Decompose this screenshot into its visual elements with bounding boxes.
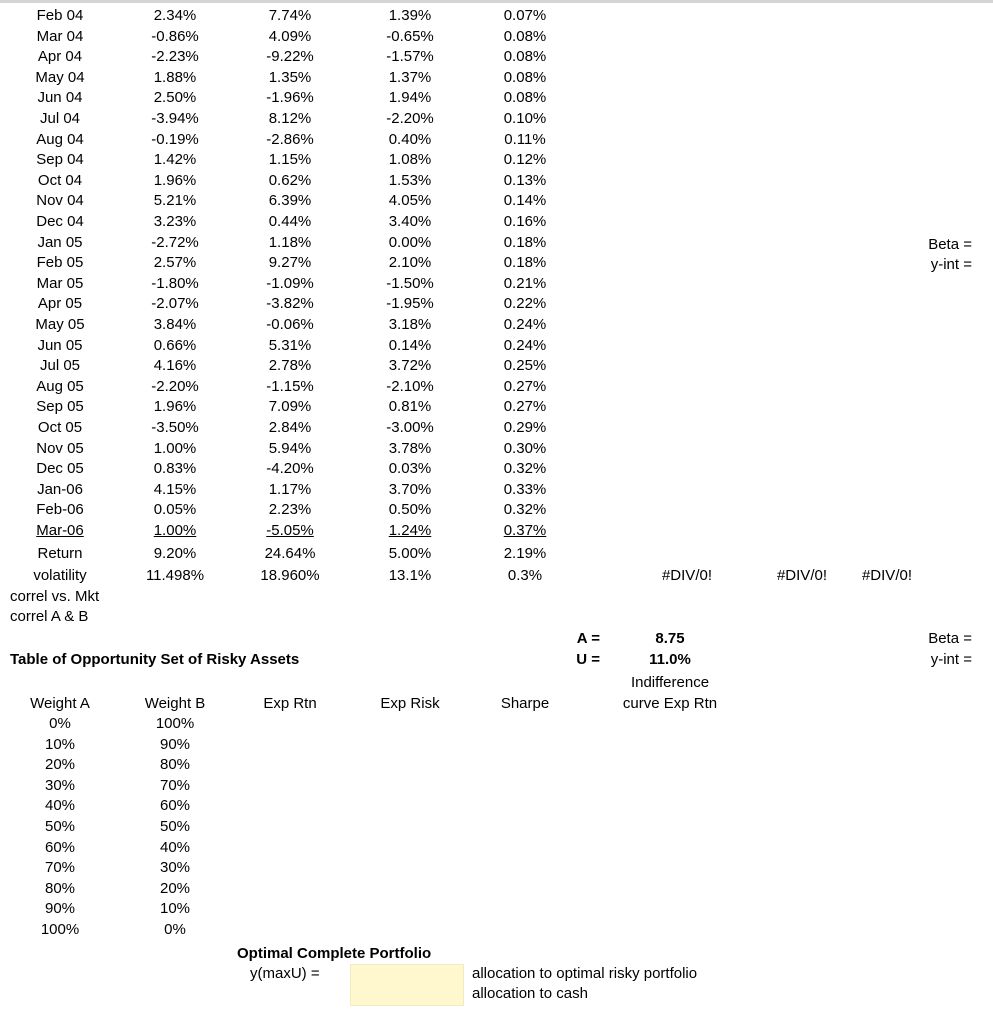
return-b-cell[interactable]: 6.39% [268, 192, 312, 210]
return-mkt-cell[interactable]: -3.00% [386, 419, 434, 436]
date-cell[interactable]: Apr 05 [37, 295, 83, 313]
return-a-cell[interactable]: -3.94% [151, 110, 199, 127]
table-row [0, 459, 993, 480]
date-cell[interactable]: Oct 05 [37, 419, 83, 436]
return-mkt-cell[interactable]: 3.72% [388, 357, 432, 375]
weights-row [0, 920, 993, 941]
date-cell[interactable]: Dec 04 [36, 213, 84, 230]
weight-a-cell[interactable]: 60% [44, 838, 76, 856]
header-exp-rtn: Exp Rtn [263, 695, 317, 712]
table-row [0, 253, 993, 274]
return-rf[interactable]: 2.19% [503, 545, 547, 562]
table-row [0, 315, 993, 336]
return-b-cell[interactable]: -1.15% [266, 377, 314, 395]
return-mkt-cell[interactable]: 3.40% [388, 213, 432, 230]
return-rf-cell[interactable]: 0.08% [503, 89, 547, 107]
return-a[interactable]: 9.20% [153, 545, 197, 562]
return-a-cell[interactable]: 1.96% [153, 171, 197, 189]
return-mkt-cell[interactable]: -1.57% [386, 48, 434, 66]
table-row [0, 109, 993, 130]
return-b-cell[interactable]: -1.96% [266, 89, 314, 107]
return-a-cell[interactable]: 0.83% [153, 460, 197, 478]
indifference-label-2: curve Exp Rtn [622, 695, 718, 712]
table-row [0, 27, 993, 48]
weight-a-cell[interactable]: 70% [44, 859, 76, 877]
return-mkt-cell[interactable]: 1.24% [388, 522, 432, 539]
weight-b-cell[interactable]: 80% [159, 756, 191, 774]
return-mkt-cell[interactable]: 1.37% [388, 68, 432, 86]
date-cell[interactable]: Jan 05 [37, 233, 83, 251]
y-maxu-label: y(maxU) = [250, 965, 320, 982]
table-row [0, 68, 993, 89]
return-rf-cell[interactable]: 0.33% [503, 480, 547, 498]
return-rf-cell[interactable]: 0.11% [504, 130, 546, 148]
return-b[interactable]: 24.64% [264, 545, 316, 562]
return-mkt-cell[interactable]: 3.70% [388, 480, 432, 498]
return-rf-cell[interactable]: 0.27% [503, 377, 547, 395]
return-a-cell[interactable]: 3.84% [153, 316, 197, 333]
date-cell[interactable]: Apr 04 [37, 48, 83, 66]
return-b-cell[interactable]: 1.18% [268, 233, 312, 251]
weight-a-cell[interactable]: 0% [49, 715, 71, 732]
beta-label-top: Beta = [928, 236, 972, 253]
table-row [0, 500, 993, 521]
return-a-cell[interactable]: -0.86% [151, 27, 199, 45]
alloc-cash-label: allocation to cash [472, 985, 588, 1002]
u-value[interactable]: 11.0% [649, 651, 691, 668]
a-value[interactable]: 8.75 [655, 630, 685, 647]
return-b-cell[interactable]: -3.82% [266, 295, 314, 313]
return-rf-cell[interactable]: 0.08% [503, 48, 547, 66]
return-mkt-cell[interactable]: 2.10% [388, 254, 432, 272]
date-cell[interactable]: Feb-06 [36, 501, 84, 519]
return-rf-cell[interactable]: 0.08% [503, 68, 547, 86]
return-rf-cell[interactable]: 0.07% [503, 7, 547, 24]
error-cell-1[interactable]: #DIV/0! [661, 567, 712, 584]
weights-row [0, 879, 993, 900]
weights-row [0, 796, 993, 817]
return-rf-cell[interactable]: 0.12% [503, 151, 547, 169]
weight-a-cell[interactable]: 10% [44, 735, 76, 753]
weight-a-cell[interactable]: 100% [40, 921, 80, 938]
weight-b-cell[interactable]: 10% [159, 900, 191, 918]
opportunity-set-title: Table of Opportunity Set of Risky Assets [10, 651, 300, 668]
return-a-cell[interactable]: 1.88% [153, 68, 197, 86]
error-cell-3[interactable]: #DIV/0! [861, 567, 912, 584]
return-a-cell[interactable]: 1.00% [153, 522, 197, 539]
header-weight-b: Weight B [144, 695, 206, 712]
weight-b-cell[interactable]: 20% [159, 879, 191, 897]
return-rf-cell[interactable]: 0.32% [503, 501, 547, 519]
date-cell[interactable]: Mar-06 [36, 522, 84, 539]
weight-b-cell[interactable]: 100% [155, 715, 195, 732]
return-b-cell[interactable]: 1.15% [268, 151, 312, 169]
date-cell[interactable]: Nov 04 [36, 192, 84, 210]
return-mkt-cell[interactable]: 4.05% [388, 192, 432, 210]
return-rf-cell[interactable]: 0.18% [503, 233, 547, 251]
return-rf-cell[interactable]: 0.24% [503, 336, 547, 354]
return-b-cell[interactable]: -4.20% [266, 460, 314, 478]
return-a-cell[interactable]: -2.72% [151, 233, 199, 251]
volatility-label: volatility [33, 567, 87, 584]
date-cell[interactable]: Aug 05 [36, 377, 84, 395]
top-border [0, 0, 993, 3]
return-rf-cell[interactable]: 0.32% [503, 460, 547, 478]
return-a-cell[interactable]: 0.05% [153, 501, 197, 519]
return-a-cell[interactable]: 0.66% [153, 336, 197, 354]
return-rf-cell[interactable]: 0.21% [503, 274, 547, 292]
date-cell[interactable]: Nov 05 [36, 439, 84, 457]
header-exp-risk: Exp Risk [380, 695, 440, 712]
return-a-cell[interactable]: 1.96% [153, 398, 197, 416]
alloc-risky-label: allocation to optimal risky portfolio [472, 965, 698, 982]
table-row [0, 233, 993, 254]
table-row [0, 480, 993, 501]
date-cell[interactable]: Oct 04 [37, 171, 83, 189]
weight-b-cell[interactable]: 90% [159, 735, 191, 753]
return-mkt-cell[interactable]: -1.95% [386, 295, 434, 313]
return-a-cell[interactable]: -3.50% [151, 419, 199, 436]
return-mkt-cell[interactable]: 1.08% [388, 151, 432, 169]
return-rf-cell[interactable]: 0.16% [503, 213, 547, 230]
return-mkt-cell[interactable]: 1.53% [388, 171, 432, 189]
return-b-cell[interactable]: -1.09% [266, 274, 314, 292]
return-mkt[interactable]: 5.00% [388, 545, 432, 562]
weight-a-cell[interactable]: 50% [44, 818, 76, 835]
return-rf-cell[interactable]: 0.27% [503, 398, 547, 416]
correl-mkt-label: correl vs. Mkt [10, 588, 100, 605]
return-mkt-cell[interactable]: 3.78% [388, 439, 432, 457]
weight-b-cell[interactable]: 30% [159, 859, 191, 877]
y-maxu-input[interactable] [350, 964, 464, 1006]
table-row [0, 397, 993, 418]
return-rf-cell[interactable]: 0.18% [503, 254, 547, 272]
weight-a-cell[interactable]: 20% [44, 756, 76, 774]
date-cell[interactable]: May 04 [35, 68, 85, 86]
return-a-cell[interactable]: 2.57% [153, 254, 197, 272]
volatility-a[interactable]: 11.498% [145, 567, 205, 584]
error-cell-2[interactable]: #DIV/0! [776, 567, 827, 584]
table-row [0, 171, 993, 192]
return-mkt-cell[interactable]: 0.14% [388, 336, 432, 354]
date-cell[interactable]: May 05 [35, 316, 85, 333]
return-b-cell[interactable]: 4.09% [268, 27, 312, 45]
return-mkt-cell[interactable]: 0.81% [388, 398, 432, 416]
return-a-cell[interactable]: -2.20% [151, 377, 199, 395]
return-mkt-cell[interactable]: 0.00% [388, 233, 432, 251]
weights-row [0, 838, 993, 859]
return-mkt-cell[interactable]: 1.39% [388, 7, 432, 24]
date-cell[interactable]: Jul 05 [39, 357, 81, 375]
return-mkt-cell[interactable]: -0.65% [386, 27, 434, 45]
return-b-cell[interactable]: 7.74% [268, 7, 312, 24]
weights-row [0, 776, 993, 797]
table-row [0, 6, 993, 27]
return-a-cell[interactable]: -2.23% [151, 48, 199, 66]
weight-a-cell[interactable]: 30% [44, 776, 76, 794]
return-rf-cell[interactable]: 0.22% [503, 295, 547, 313]
table-row [0, 521, 993, 542]
return-rf-cell[interactable]: 0.14% [503, 192, 547, 210]
return-a-cell[interactable]: -0.19% [151, 130, 199, 148]
table-row [0, 150, 993, 171]
table-row [0, 356, 993, 377]
return-mkt-cell[interactable]: 3.18% [388, 316, 432, 333]
table-row [0, 88, 993, 109]
date-cell[interactable]: Jun 05 [37, 336, 83, 354]
table-row [0, 47, 993, 68]
return-b-cell[interactable]: -0.06% [266, 316, 314, 333]
header-sharpe: Sharpe [500, 695, 550, 712]
weights-row [0, 735, 993, 756]
weight-a-cell[interactable]: 80% [44, 879, 76, 897]
return-a-cell[interactable]: -2.07% [151, 295, 199, 313]
date-cell[interactable]: Feb 05 [36, 254, 84, 272]
return-mkt-cell[interactable]: -1.50% [386, 274, 434, 292]
return-mkt-cell[interactable]: -2.10% [386, 377, 434, 395]
return-a-cell[interactable]: 1.00% [153, 439, 197, 457]
return-rf-cell[interactable]: 0.13% [503, 171, 547, 189]
return-mkt-cell[interactable]: 0.50% [388, 501, 432, 519]
return-b-cell[interactable]: 8.12% [268, 110, 312, 127]
return-a-cell[interactable]: 2.34% [153, 7, 197, 24]
return-b-cell[interactable]: -2.86% [266, 130, 314, 148]
table-row [0, 336, 993, 357]
return-a-cell[interactable]: 4.15% [153, 480, 197, 498]
return-mkt-cell[interactable]: 1.94% [388, 89, 432, 107]
return-b-cell[interactable]: 2.84% [268, 419, 312, 436]
return-label: Return [37, 545, 83, 562]
weight-b-cell[interactable]: 70% [159, 776, 191, 794]
weights-row [0, 858, 993, 879]
weight-b-cell[interactable]: 50% [159, 818, 191, 835]
table-row [0, 418, 993, 439]
return-mkt-cell[interactable]: -2.20% [386, 110, 434, 127]
yint-label-top: y-int = [930, 256, 972, 273]
weight-b-cell[interactable]: 60% [159, 797, 191, 815]
date-cell[interactable]: Dec 05 [36, 460, 84, 478]
return-a-cell[interactable]: 5.21% [153, 192, 197, 210]
weights-row [0, 817, 993, 838]
return-rf-cell[interactable]: 0.24% [503, 316, 547, 333]
table-row [0, 212, 993, 233]
weights-row [0, 714, 993, 735]
date-cell[interactable]: Jan-06 [37, 480, 83, 498]
return-b-cell[interactable]: 9.27% [268, 254, 312, 272]
return-a-cell[interactable]: -1.80% [151, 274, 199, 292]
return-a-cell[interactable]: 2.50% [153, 89, 197, 107]
a-label: A = [576, 630, 600, 647]
volatility-rf[interactable]: 0.3% [507, 567, 543, 584]
u-label: U = [576, 651, 600, 668]
return-b-cell[interactable]: 0.44% [268, 213, 312, 230]
beta-label-bottom: Beta = [928, 630, 972, 647]
weight-b-cell[interactable]: 40% [159, 838, 191, 856]
return-b-cell[interactable]: 1.35% [268, 68, 312, 86]
date-cell[interactable]: Sep 05 [36, 398, 84, 416]
return-b-cell[interactable]: 1.17% [268, 480, 312, 498]
date-cell[interactable]: Sep 04 [36, 151, 84, 169]
table-row [0, 294, 993, 315]
return-a-cell[interactable]: 3.23% [153, 213, 197, 230]
indifference-label-1: Indifference [630, 674, 710, 691]
return-b-cell[interactable]: 5.94% [268, 439, 312, 457]
optimal-title: Optimal Complete Portfolio [237, 945, 432, 962]
return-rf-cell[interactable]: 0.25% [503, 357, 547, 375]
return-b-cell[interactable]: 7.09% [268, 398, 312, 416]
date-cell[interactable]: Jun 04 [37, 89, 83, 107]
return-b-cell[interactable]: 0.62% [268, 171, 312, 189]
return-a-cell[interactable]: 1.42% [153, 151, 197, 169]
table-row [0, 274, 993, 295]
return-mkt-cell[interactable]: 0.40% [388, 130, 432, 148]
return-b-cell[interactable]: -9.22% [266, 48, 314, 66]
weight-a-cell[interactable]: 40% [44, 797, 76, 815]
yint-label-bottom: y-int = [930, 651, 972, 668]
return-b-cell[interactable]: -5.05% [266, 522, 314, 539]
date-cell[interactable]: Feb 04 [36, 7, 84, 24]
weight-b-cell[interactable]: 0% [164, 921, 186, 938]
return-rf-cell[interactable]: 0.08% [503, 27, 547, 45]
weight-a-cell[interactable]: 90% [44, 900, 76, 918]
table-row [0, 130, 993, 151]
date-cell[interactable]: Aug 04 [36, 130, 84, 148]
correl-ab-label: correl A & B [10, 608, 89, 625]
return-rf-cell[interactable]: 0.37% [503, 522, 547, 539]
return-b-cell[interactable]: 2.23% [268, 501, 312, 519]
return-a-cell[interactable]: 4.16% [153, 357, 197, 375]
return-mkt-cell[interactable]: 0.03% [388, 460, 432, 478]
volatility-b[interactable]: 18.960% [260, 567, 320, 584]
return-rf-cell[interactable]: 0.30% [503, 439, 547, 457]
header-weight-a: Weight A [30, 695, 90, 712]
return-rf-cell[interactable]: 0.10% [503, 110, 547, 127]
return-b-cell[interactable]: 2.78% [268, 357, 312, 375]
date-cell[interactable]: Mar 04 [36, 27, 84, 45]
date-cell[interactable]: Jul 04 [39, 110, 81, 127]
weights-row [0, 755, 993, 776]
date-cell[interactable]: Mar 05 [36, 274, 84, 292]
return-rf-cell[interactable]: 0.29% [503, 419, 547, 436]
volatility-mkt[interactable]: 13.1% [388, 567, 432, 584]
return-b-cell[interactable]: 5.31% [268, 336, 312, 354]
table-row [0, 377, 993, 398]
weights-row [0, 899, 993, 920]
table-row [0, 191, 993, 212]
table-row [0, 439, 993, 460]
